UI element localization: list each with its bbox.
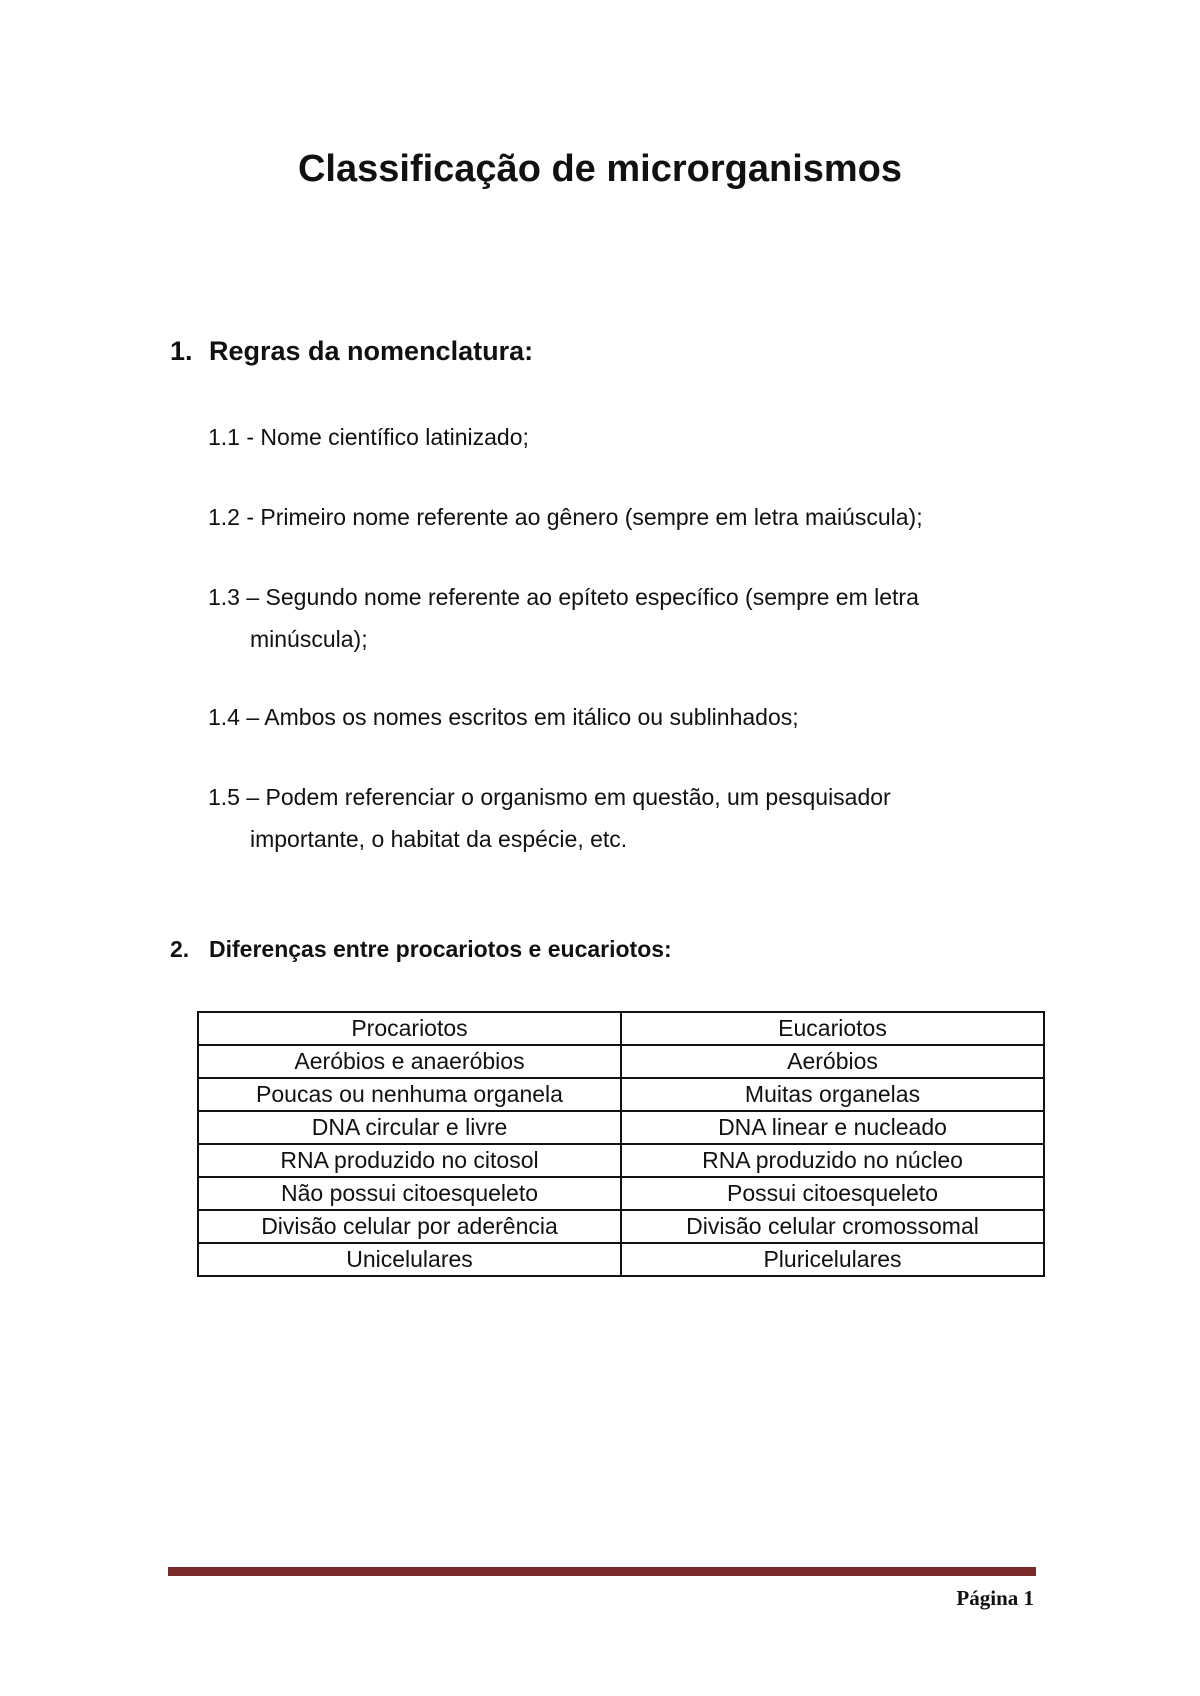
section-heading-nomenclature [170, 336, 533, 367]
rule-item [208, 696, 1038, 738]
table-cell: Divisão celular cromossomal [621, 1210, 1044, 1243]
section-title: Regras da nomenclatura: [209, 336, 534, 366]
table-row [198, 1111, 1044, 1144]
rule-text: 1.4 – Ambos os nomes escritos em itálico ou sublinhados; [208, 704, 799, 730]
rule-item [208, 576, 1038, 660]
rule-item [208, 776, 1038, 860]
comparison-table [197, 1011, 1045, 1277]
table-cell: Não possui citoesqueleto [198, 1177, 621, 1210]
table-cell: RNA produzido no núcleo [621, 1144, 1044, 1177]
rule-text: 1.3 – Segundo nome referente ao epíteto específico (sempre em letra [208, 584, 919, 610]
document-title: Classificação de microrganismos [297, 148, 903, 190]
table-cell: Aeróbios e anaeróbios [198, 1045, 621, 1078]
table-cell: Possui citoesqueleto [621, 1177, 1044, 1210]
rule-text: 1.1 - Nome científico latinizado; [208, 424, 529, 450]
table-cell: Pluricelulares [621, 1243, 1044, 1276]
section-number: 1. [170, 336, 193, 366]
page-number: Página 1 [956, 1586, 1034, 1610]
table-cell: DNA circular e livre [198, 1111, 621, 1144]
table-cell: DNA linear e nucleado [621, 1111, 1044, 1144]
rule-text: 1.2 - Primeiro nome referente ao gênero (sempre em letra maiúscula); [208, 504, 923, 530]
rule-text-continuation: importante, o habitat da espécie, etc. [250, 826, 628, 852]
table-row [198, 1177, 1044, 1210]
table-cell: Aeróbios [621, 1045, 1044, 1078]
section-heading-differences [170, 936, 672, 963]
table-cell: Poucas ou nenhuma organela [198, 1078, 621, 1111]
table-header-cell: Eucariotos [621, 1012, 1044, 1045]
table-header-row [198, 1012, 1044, 1045]
table-row [198, 1144, 1044, 1177]
rule-text: 1.5 – Podem referenciar o organismo em questão, um pesquisador [208, 784, 891, 810]
table-cell: Muitas organelas [621, 1078, 1044, 1111]
table-cell: RNA produzido no citosol [198, 1144, 621, 1177]
table-cell: Divisão celular por aderência [198, 1210, 621, 1243]
rule-text-continuation: minúscula); [250, 626, 368, 652]
table-row [198, 1210, 1044, 1243]
section-number: 2. [170, 936, 190, 962]
table-row [198, 1243, 1044, 1276]
table-cell: Unicelulares [198, 1243, 621, 1276]
rule-item [208, 496, 1038, 538]
table-row [198, 1045, 1044, 1078]
section-title: Diferenças entre procariotos e eucariotos: [209, 936, 672, 962]
footer-divider [168, 1567, 1036, 1576]
table-header-cell: Procariotos [198, 1012, 621, 1045]
table-row [198, 1078, 1044, 1111]
rule-item [208, 416, 1038, 458]
